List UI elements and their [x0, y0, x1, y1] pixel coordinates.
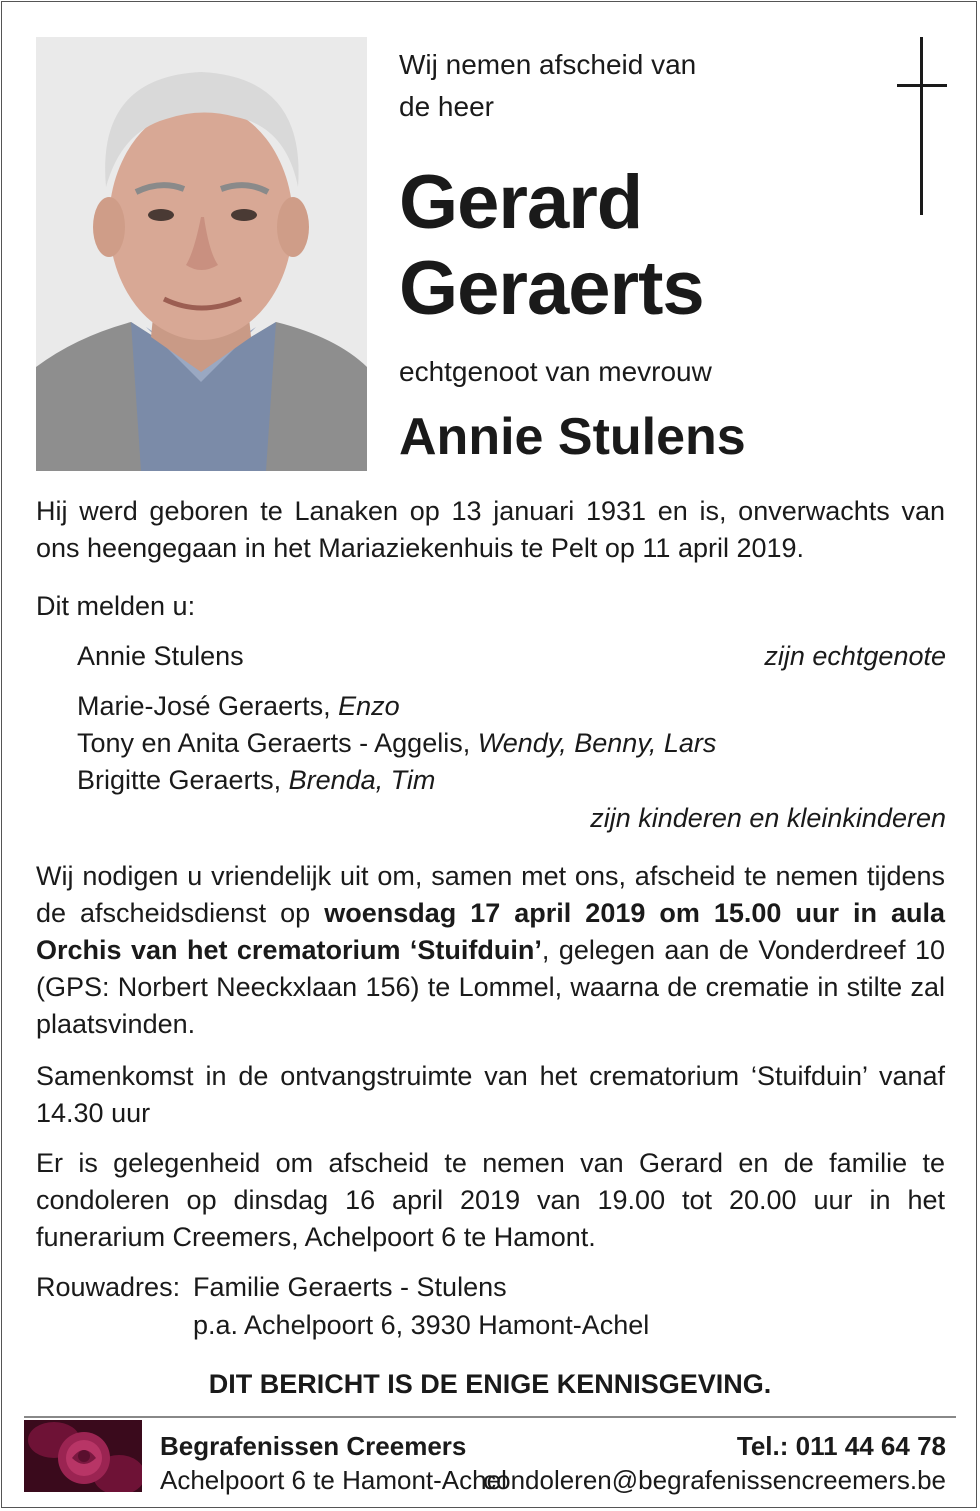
- child-3-grandchildren: Brenda, Tim: [288, 765, 436, 795]
- portrait-photo: [36, 37, 367, 471]
- deceased-name: [399, 160, 704, 332]
- closing-notice: DIT BERICHT IS DE ENIGE KENNISGEVING.: [208, 1369, 772, 1399]
- child-1-name: Marie-José Geraerts,: [77, 691, 339, 721]
- rose-icon: [24, 1420, 142, 1492]
- first-name: Gerard: [399, 160, 643, 245]
- address-line-2: p.a. Achelpoort 6, 3930 Hamont-Achel: [193, 1310, 650, 1340]
- spouse-name: Annie Stulens: [399, 408, 746, 466]
- footer-company: Begrafenissen Creemers: [160, 1431, 467, 1461]
- child-2-name: Tony en Anita Geraerts - Aggelis,: [77, 728, 478, 758]
- spouse-role: zijn echtgenote: [764, 641, 946, 671]
- condolence-paragraph: Er is gelegenheid om afscheid te nemen van Gerard en de familie te condoleren op dinsdag 16 april 2019 van 19.00 tot 20.00 uur in het funerarium Creemers, Achelpoort 6 te Hamont.: [36, 1148, 945, 1252]
- family-spouse: Annie Stulens: [77, 641, 244, 671]
- service-paragraph: [36, 858, 945, 1043]
- gathering-paragraph: Samenkomst in de ontvangstruimte van het crematorium ‘Stuifduin’ vanaf 14.30 uur: [36, 1061, 945, 1128]
- child-2-grandchildren: Wendy, Benny, Lars: [477, 728, 717, 758]
- child-1: [77, 688, 400, 725]
- child-3-name: Brigitte Geraerts,: [77, 765, 289, 795]
- child-3: [77, 762, 435, 799]
- intro-line-1: Wij nemen afscheid van: [399, 49, 697, 80]
- footer-phone: Tel.: 011 44 64 78: [736, 1431, 946, 1461]
- child-2: [77, 725, 716, 762]
- last-name: Geraerts: [399, 246, 704, 331]
- service-datetime: woensdag 17 april 2019 om 15.00 uur in aula Orchis van het crematorium ‘Stuifduin’: [36, 898, 945, 965]
- address-label: Rouwadres:: [36, 1272, 181, 1302]
- announce-intro: Dit melden u:: [36, 591, 196, 621]
- service-text-2: , gelegen aan de Vonderdreef 10 (GPS: Norbert Neeckxlaan 156) te Lommel, waarna de crematie in stilte zal plaatsvinden.: [36, 935, 945, 1039]
- intro-text: [399, 44, 696, 128]
- address-line-1: Familie Geraerts - Stulens: [193, 1272, 507, 1302]
- birth-death-paragraph: Hij werd geboren te Lanaken op 13 januari 1931 en is, onverwachts van ons heengegaan in het Mariaziekenhuis te Pelt op 11 april 2019.: [36, 496, 945, 563]
- cross-icon: [897, 37, 947, 215]
- child-1-grandchildren: Enzo: [338, 691, 400, 721]
- service-text-1: Wij nodigen u vriendelijk uit om, samen met ons, afscheid te nemen tijdens de afscheidsdienst op: [36, 861, 945, 928]
- spouse-intro: echtgenoot van mevrouw: [399, 356, 712, 387]
- footer-divider: [24, 1416, 956, 1418]
- footer-address: Achelpoort 6 te Hamont-Achel: [160, 1465, 507, 1495]
- children-role: zijn kinderen en kleinkinderen: [590, 803, 946, 833]
- footer-email[interactable]: condoleren@begrafenissencreemers.be: [483, 1465, 946, 1495]
- intro-line-2: de heer: [399, 91, 494, 122]
